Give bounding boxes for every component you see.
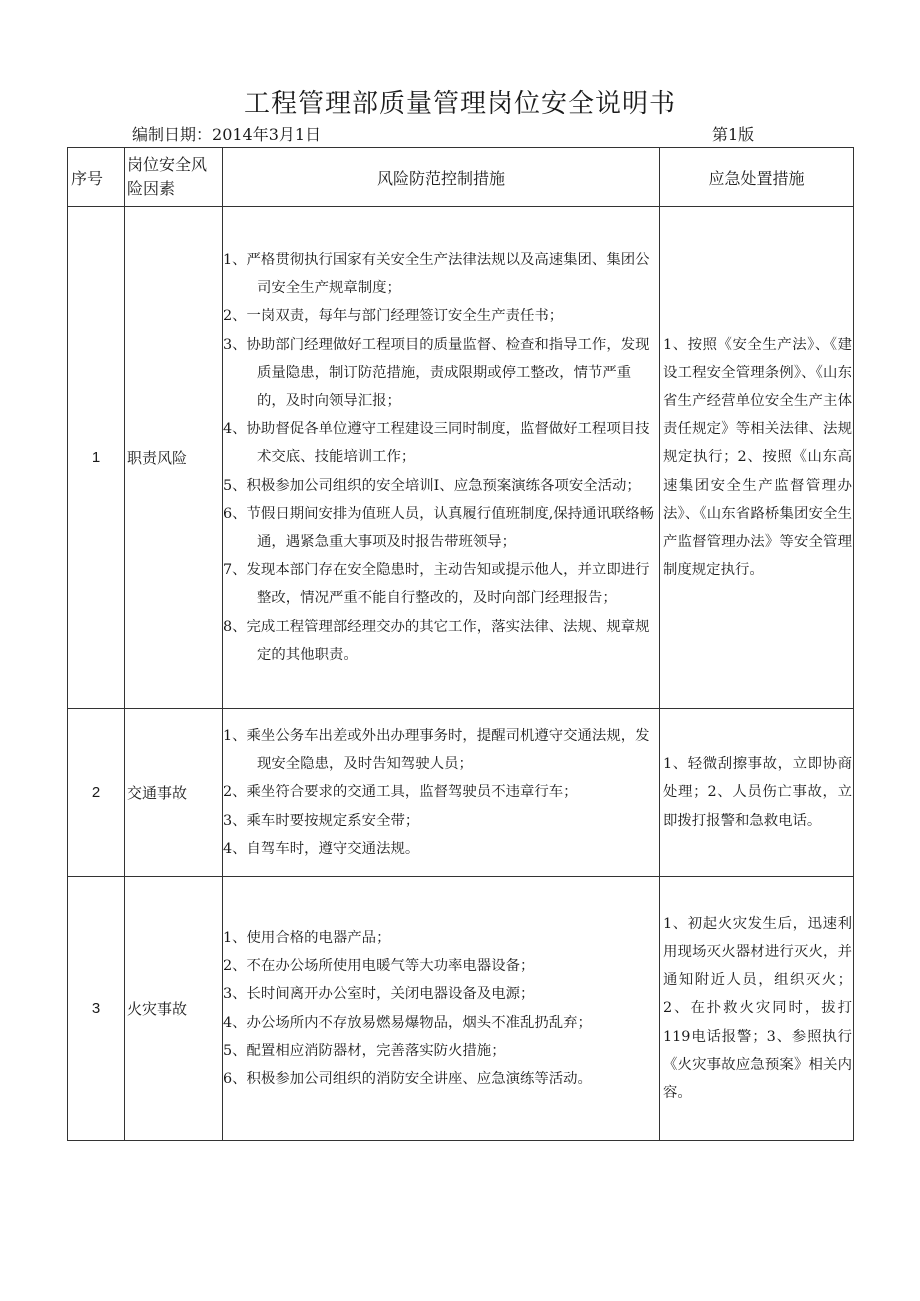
measure-item: 3、乘车时要按规定系安全带； — [223, 812, 420, 829]
compile-date-value: 2014年3月1日 — [212, 125, 322, 144]
emergency-text: 1、按照《安全生产法》、《建设工程安全管理条例》、《山东省生产经营单位安全生产主体责任规定》等相关法律、法规规定执行；2、按照《山东高速集团安全生产监督管理办法》、《山东省路桥集团安全生产监督管理办法》等安全管理制度规定执行。 — [663, 336, 852, 579]
row-number: 1 — [68, 207, 125, 709]
version-label: 第1版 — [712, 125, 755, 144]
measure-item: 8、完成工程管理部经理交办的其它工作，落实法律、法规、规章规定的其他职责。 — [223, 618, 650, 663]
safety-table — [67, 147, 854, 1141]
measure-item: 3、长时间离开办公室时，关闭电器设备及电源； — [223, 986, 535, 1003]
header-emergency: 应急处置措施 — [660, 148, 854, 207]
measure-item: 4、协助督促各单位遵守工程建设三同时制度，监督做好工程项目技术交底、技能培训工作； — [223, 421, 650, 466]
measure-item: 2、一岗双责，每年与部门经理签订安全生产责任书； — [223, 308, 564, 325]
document-title: 工程管理部质量管理岗位安全说明书 — [243, 89, 676, 119]
compile-date — [132, 124, 321, 146]
table-row — [68, 877, 854, 1141]
row-number: 3 — [68, 877, 125, 1141]
header-measures: 风险防范控制措施 — [223, 148, 660, 207]
measure-item: 1、乘坐公务车出差或外出办理事务时，提醒司机遵守交通法规，发现安全隐患，及时告知驾驶人员； — [223, 727, 650, 773]
measure-item: 5、配置相应消防器材，完善落实防火措施； — [223, 1042, 506, 1059]
table-row — [68, 709, 854, 877]
risk-factor: 火灾事故 — [125, 877, 223, 1141]
emergency-text: 1、轻微刮擦事故，立即协商处理；2、人员伤亡事故，立即拨打报警和急救电话。 — [663, 756, 852, 829]
row-number: 2 — [68, 709, 125, 877]
table-row — [68, 207, 854, 709]
header-risk: 岗位安全风险因素 — [125, 148, 223, 207]
measure-item: 4、办公场所内不存放易燃易爆物品，烟头不准乱扔乱弃； — [223, 1014, 592, 1031]
compile-date-label: 编制日期： — [132, 125, 213, 144]
measure-item: 7、发现本部门存在安全隐患时，主动告知或提示他人，并立即进行整改，情况严重不能自行整改的，及时向部门经理报告； — [223, 562, 650, 607]
measure-item: 5、积极参加公司组织的安全培训Ⅰ、应急预案演练各项安全活动； — [223, 477, 641, 494]
measure-item: 2、乘坐符合要求的交通工具，监督驾驶员不违章行车； — [223, 784, 578, 801]
measures-cell — [223, 709, 660, 877]
measures-cell — [223, 207, 660, 709]
emergency-cell — [660, 207, 854, 709]
emergency-text: 1、初起火灾发生后，迅速利用现场灭火器材进行灭火，并通知附近人员，组织灭火；2、在扑救火灾同时，拔打119电话报警；3、参照执行《火灾事故应急预案》相关内容。 — [663, 915, 852, 1101]
measure-item: 4、自驾车时，遵守交通法规。 — [223, 840, 420, 857]
measures-cell — [223, 877, 660, 1141]
measure-item: 6、节假日期间安排为值班人员，认真履行值班制度,保持通讯联络畅通，遇紧急重大事项及时报告带班领导； — [223, 505, 655, 550]
emergency-cell — [660, 877, 854, 1141]
emergency-cell — [660, 709, 854, 877]
risk-factor: 交通事故 — [125, 709, 223, 877]
measure-item: 2、不在办公场所使用电暖气等大功率电器设备； — [223, 958, 535, 975]
table-header-row — [68, 148, 854, 207]
risk-factor: 职责风险 — [125, 207, 223, 709]
measure-item: 3、协助部门经理做好工程项目的质量监督、检查和指导工作，发现质量隐患，制订防范措施，责成限期或停工整改，情节严重的，及时向领导汇报； — [223, 336, 650, 409]
measure-item: 6、积极参加公司组织的消防安全讲座、应急演练等活动。 — [223, 1070, 592, 1087]
measure-item: 1、严格贯彻执行国家有关安全生产法律法规以及高速集团、集团公司安全生产规章制度； — [223, 251, 650, 297]
header-no: 序号 — [68, 148, 125, 207]
measure-item: 1、使用合格的电器产品； — [223, 929, 391, 946]
